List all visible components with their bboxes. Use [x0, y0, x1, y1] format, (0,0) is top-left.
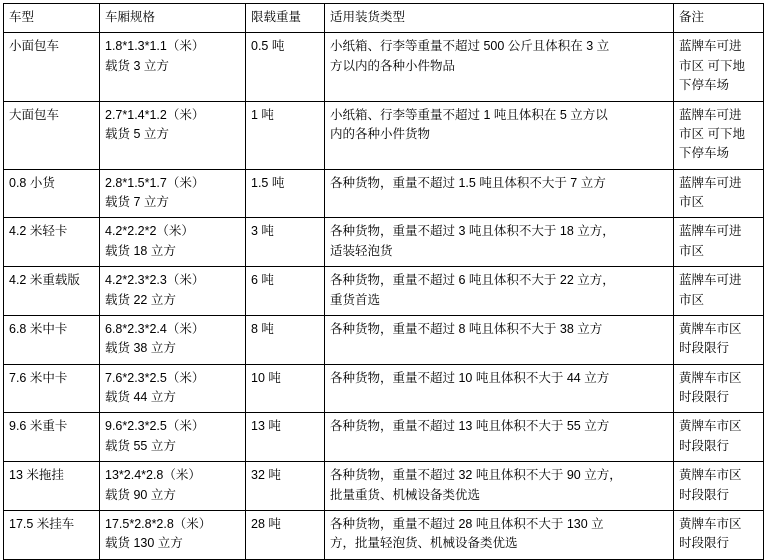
- cell-remark: [674, 413, 764, 462]
- table-row: [4, 169, 764, 218]
- cell-cargo-type-line: 各种货物，重量不超过 6 吨且体积不大于 22 立方，: [330, 273, 615, 288]
- cell-vehicle-type: 小面包车: [4, 33, 100, 101]
- cell-remark: [674, 315, 764, 364]
- cell-remark-line: 黄牌车市区: [679, 321, 742, 336]
- table-row: [4, 101, 764, 169]
- cell-remark-line: 下停车场: [679, 78, 730, 93]
- cell-cargo-type-line: 各种货物，重量不超过 28 吨且体积不大于 130 立: [330, 516, 604, 531]
- cell-compartment-spec-line: 2.7*1.4*1.2（米）: [105, 107, 205, 122]
- table-header-row: [4, 4, 764, 33]
- cell-compartment-spec: [100, 169, 246, 218]
- column-header-load-limit: 限载重量: [246, 4, 325, 33]
- cell-remark-line: 市区 可下地: [679, 58, 745, 73]
- cell-cargo-type-line: 重货首选: [330, 292, 381, 307]
- cell-compartment-spec: [100, 462, 246, 511]
- cell-load-limit: 10 吨: [246, 364, 325, 413]
- cell-remark-line: 蓝牌车可进: [679, 224, 742, 239]
- cell-remark-line: 黄牌车市区: [679, 468, 742, 483]
- table-row: [4, 510, 764, 559]
- cell-load-limit: 28 吨: [246, 510, 325, 559]
- table-row: [4, 267, 764, 316]
- cell-load-limit: 32 吨: [246, 462, 325, 511]
- cell-remark-line: 蓝牌车可进: [679, 39, 742, 54]
- cell-remark-line: 蓝牌车可进: [679, 273, 742, 288]
- cell-remark-line: 黄牌车市区: [679, 516, 742, 531]
- cell-remark-line: 下停车场: [679, 146, 730, 161]
- cell-load-limit: 8 吨: [246, 315, 325, 364]
- cell-compartment-spec-line: 载货 55 立方: [105, 438, 176, 453]
- cell-vehicle-type: 4.2 米轻卡: [4, 218, 100, 267]
- cell-load-limit: 1 吨: [246, 101, 325, 169]
- column-header-vehicle-type: 车型: [4, 4, 100, 33]
- cell-compartment-spec-line: 13*2.4*2.8（米）: [105, 468, 201, 483]
- cell-load-limit: 3 吨: [246, 218, 325, 267]
- cell-compartment-spec: [100, 267, 246, 316]
- cell-compartment-spec: [100, 218, 246, 267]
- cell-cargo-type-line: 各种货物，重量不超过 13 吨且体积不大于 55 立方: [330, 419, 610, 434]
- cell-remark-line: 市区 可下地: [679, 126, 745, 141]
- cell-remark-line: 时段限行: [679, 341, 730, 356]
- cell-compartment-spec: [100, 33, 246, 101]
- cell-remark: [674, 218, 764, 267]
- cell-remark-line: 黄牌车市区: [679, 419, 742, 434]
- cell-remark-line: 市区: [679, 195, 705, 209]
- cell-cargo-type-line: 各种货物，重量不超过 32 吨且体积不大于 90 立方，: [330, 468, 622, 483]
- cell-vehicle-type: 4.2 米重载版: [4, 267, 100, 316]
- cell-cargo-type-line: 小纸箱、行李等重量不超过 500 公斤且体积在 3 立: [330, 39, 610, 54]
- cell-vehicle-type: 6.8 米中卡: [4, 315, 100, 364]
- table-row: [4, 33, 764, 101]
- cell-compartment-spec-line: 载货 3 立方: [105, 58, 169, 73]
- cell-remark: [674, 364, 764, 413]
- cell-compartment-spec-line: 1.8*1.3*1.1（米）: [105, 39, 205, 54]
- cell-compartment-spec-line: 载货 90 立方: [105, 487, 176, 502]
- cell-vehicle-type: 17.5 米挂车: [4, 510, 100, 559]
- cell-compartment-spec-line: 7.6*2.3*2.5（米）: [105, 370, 205, 385]
- cell-cargo-type: [325, 315, 674, 364]
- cell-remark: [674, 101, 764, 169]
- cell-cargo-type-line: 各种货物，重量不超过 3 吨且体积不大于 18 立方，: [330, 224, 615, 239]
- cell-cargo-type-line: 方，批量轻泡货、机械设备类优选: [330, 536, 518, 551]
- cell-vehicle-type: 大面包车: [4, 101, 100, 169]
- cell-remark-line: 蓝牌车可进: [679, 175, 742, 190]
- table-row: [4, 218, 764, 267]
- cell-compartment-spec-line: 2.8*1.5*1.7（米）: [105, 175, 205, 190]
- cell-compartment-spec-line: 载货 130 立方: [105, 536, 183, 551]
- cell-compartment-spec: [100, 101, 246, 169]
- vehicle-spec-table: [3, 3, 764, 560]
- cell-vehicle-type: 0.8 小货: [4, 169, 100, 218]
- cell-cargo-type: [325, 218, 674, 267]
- cell-remark-line: 蓝牌车可进: [679, 107, 742, 122]
- cell-remark: [674, 169, 764, 218]
- cell-cargo-type: [325, 33, 674, 101]
- cell-load-limit: 13 吨: [246, 413, 325, 462]
- cell-cargo-type-line: 方以内的各种小件物品: [330, 58, 456, 73]
- cell-remark-line: 时段限行: [679, 487, 730, 502]
- cell-cargo-type: [325, 101, 674, 169]
- cell-cargo-type: [325, 169, 674, 218]
- cell-cargo-type: [325, 413, 674, 462]
- table-row: [4, 413, 764, 462]
- cell-cargo-type-line: 小纸箱、行李等重量不超过 1 吨且体积在 5 立方以: [330, 107, 608, 122]
- table-row: [4, 364, 764, 413]
- cell-compartment-spec-line: 载货 44 立方: [105, 390, 176, 404]
- cell-compartment-spec-line: 载货 38 立方: [105, 341, 176, 356]
- column-header-cargo-type: 适用装货类型: [325, 4, 674, 33]
- cell-remark-line: 时段限行: [679, 390, 730, 404]
- cell-compartment-spec-line: 4.2*2.3*2.3（米）: [105, 273, 205, 288]
- table-header: [4, 4, 764, 33]
- cell-compartment-spec: [100, 315, 246, 364]
- cell-cargo-type-line: 适装轻泡货: [330, 243, 393, 258]
- cell-remark-line: 市区: [679, 292, 705, 307]
- cell-compartment-spec: [100, 510, 246, 559]
- table-row: [4, 315, 764, 364]
- cell-compartment-spec-line: 载货 18 立方: [105, 243, 176, 258]
- cell-compartment-spec-line: 载货 5 立方: [105, 126, 169, 141]
- cell-remark: [674, 462, 764, 511]
- cell-cargo-type-line: 各种货物，重量不超过 1.5 吨且体积不大于 7 立方: [330, 175, 606, 190]
- cell-remark: [674, 33, 764, 101]
- cell-load-limit: 1.5 吨: [246, 169, 325, 218]
- cell-cargo-type-line: 批量重货、机械设备类优选: [330, 487, 481, 502]
- cell-compartment-spec-line: 17.5*2.8*2.8（米）: [105, 516, 212, 531]
- cell-cargo-type-line: 内的各种小件货物: [330, 126, 431, 141]
- cell-compartment-spec-line: 载货 22 立方: [105, 292, 176, 307]
- cell-cargo-type: [325, 267, 674, 316]
- cell-remark-line: 时段限行: [679, 438, 730, 453]
- cell-cargo-type-line: 各种货物，重量不超过 8 吨且体积不大于 38 立方: [330, 321, 603, 336]
- cell-compartment-spec-line: 4.2*2.2*2（米）: [105, 224, 194, 239]
- cell-compartment-spec: [100, 364, 246, 413]
- cell-vehicle-type: 9.6 米重卡: [4, 413, 100, 462]
- cell-compartment-spec: [100, 413, 246, 462]
- cell-cargo-type-line: 各种货物，重量不超过 10 吨且体积不大于 44 立方: [330, 370, 610, 385]
- cell-cargo-type: [325, 510, 674, 559]
- column-header-remark: 备注: [674, 4, 764, 33]
- cell-remark: [674, 510, 764, 559]
- cell-remark-line: 黄牌车市区: [679, 370, 742, 385]
- cell-remark-line: 时段限行: [679, 536, 730, 551]
- table-row: [4, 462, 764, 511]
- cell-load-limit: 0.5 吨: [246, 33, 325, 101]
- cell-cargo-type: [325, 462, 674, 511]
- cell-remark-line: 市区: [679, 243, 705, 258]
- cell-vehicle-type: 7.6 米中卡: [4, 364, 100, 413]
- cell-compartment-spec-line: 9.6*2.3*2.5（米）: [105, 419, 205, 434]
- cell-compartment-spec-line: 6.8*2.3*2.4（米）: [105, 321, 205, 336]
- table-body: [4, 33, 764, 559]
- cell-remark: [674, 267, 764, 316]
- cell-cargo-type: [325, 364, 674, 413]
- cell-load-limit: 6 吨: [246, 267, 325, 316]
- column-header-compartment-spec: 车厢规格: [100, 4, 246, 33]
- cell-compartment-spec-line: 载货 7 立方: [105, 195, 169, 209]
- cell-vehicle-type: 13 米拖挂: [4, 462, 100, 511]
